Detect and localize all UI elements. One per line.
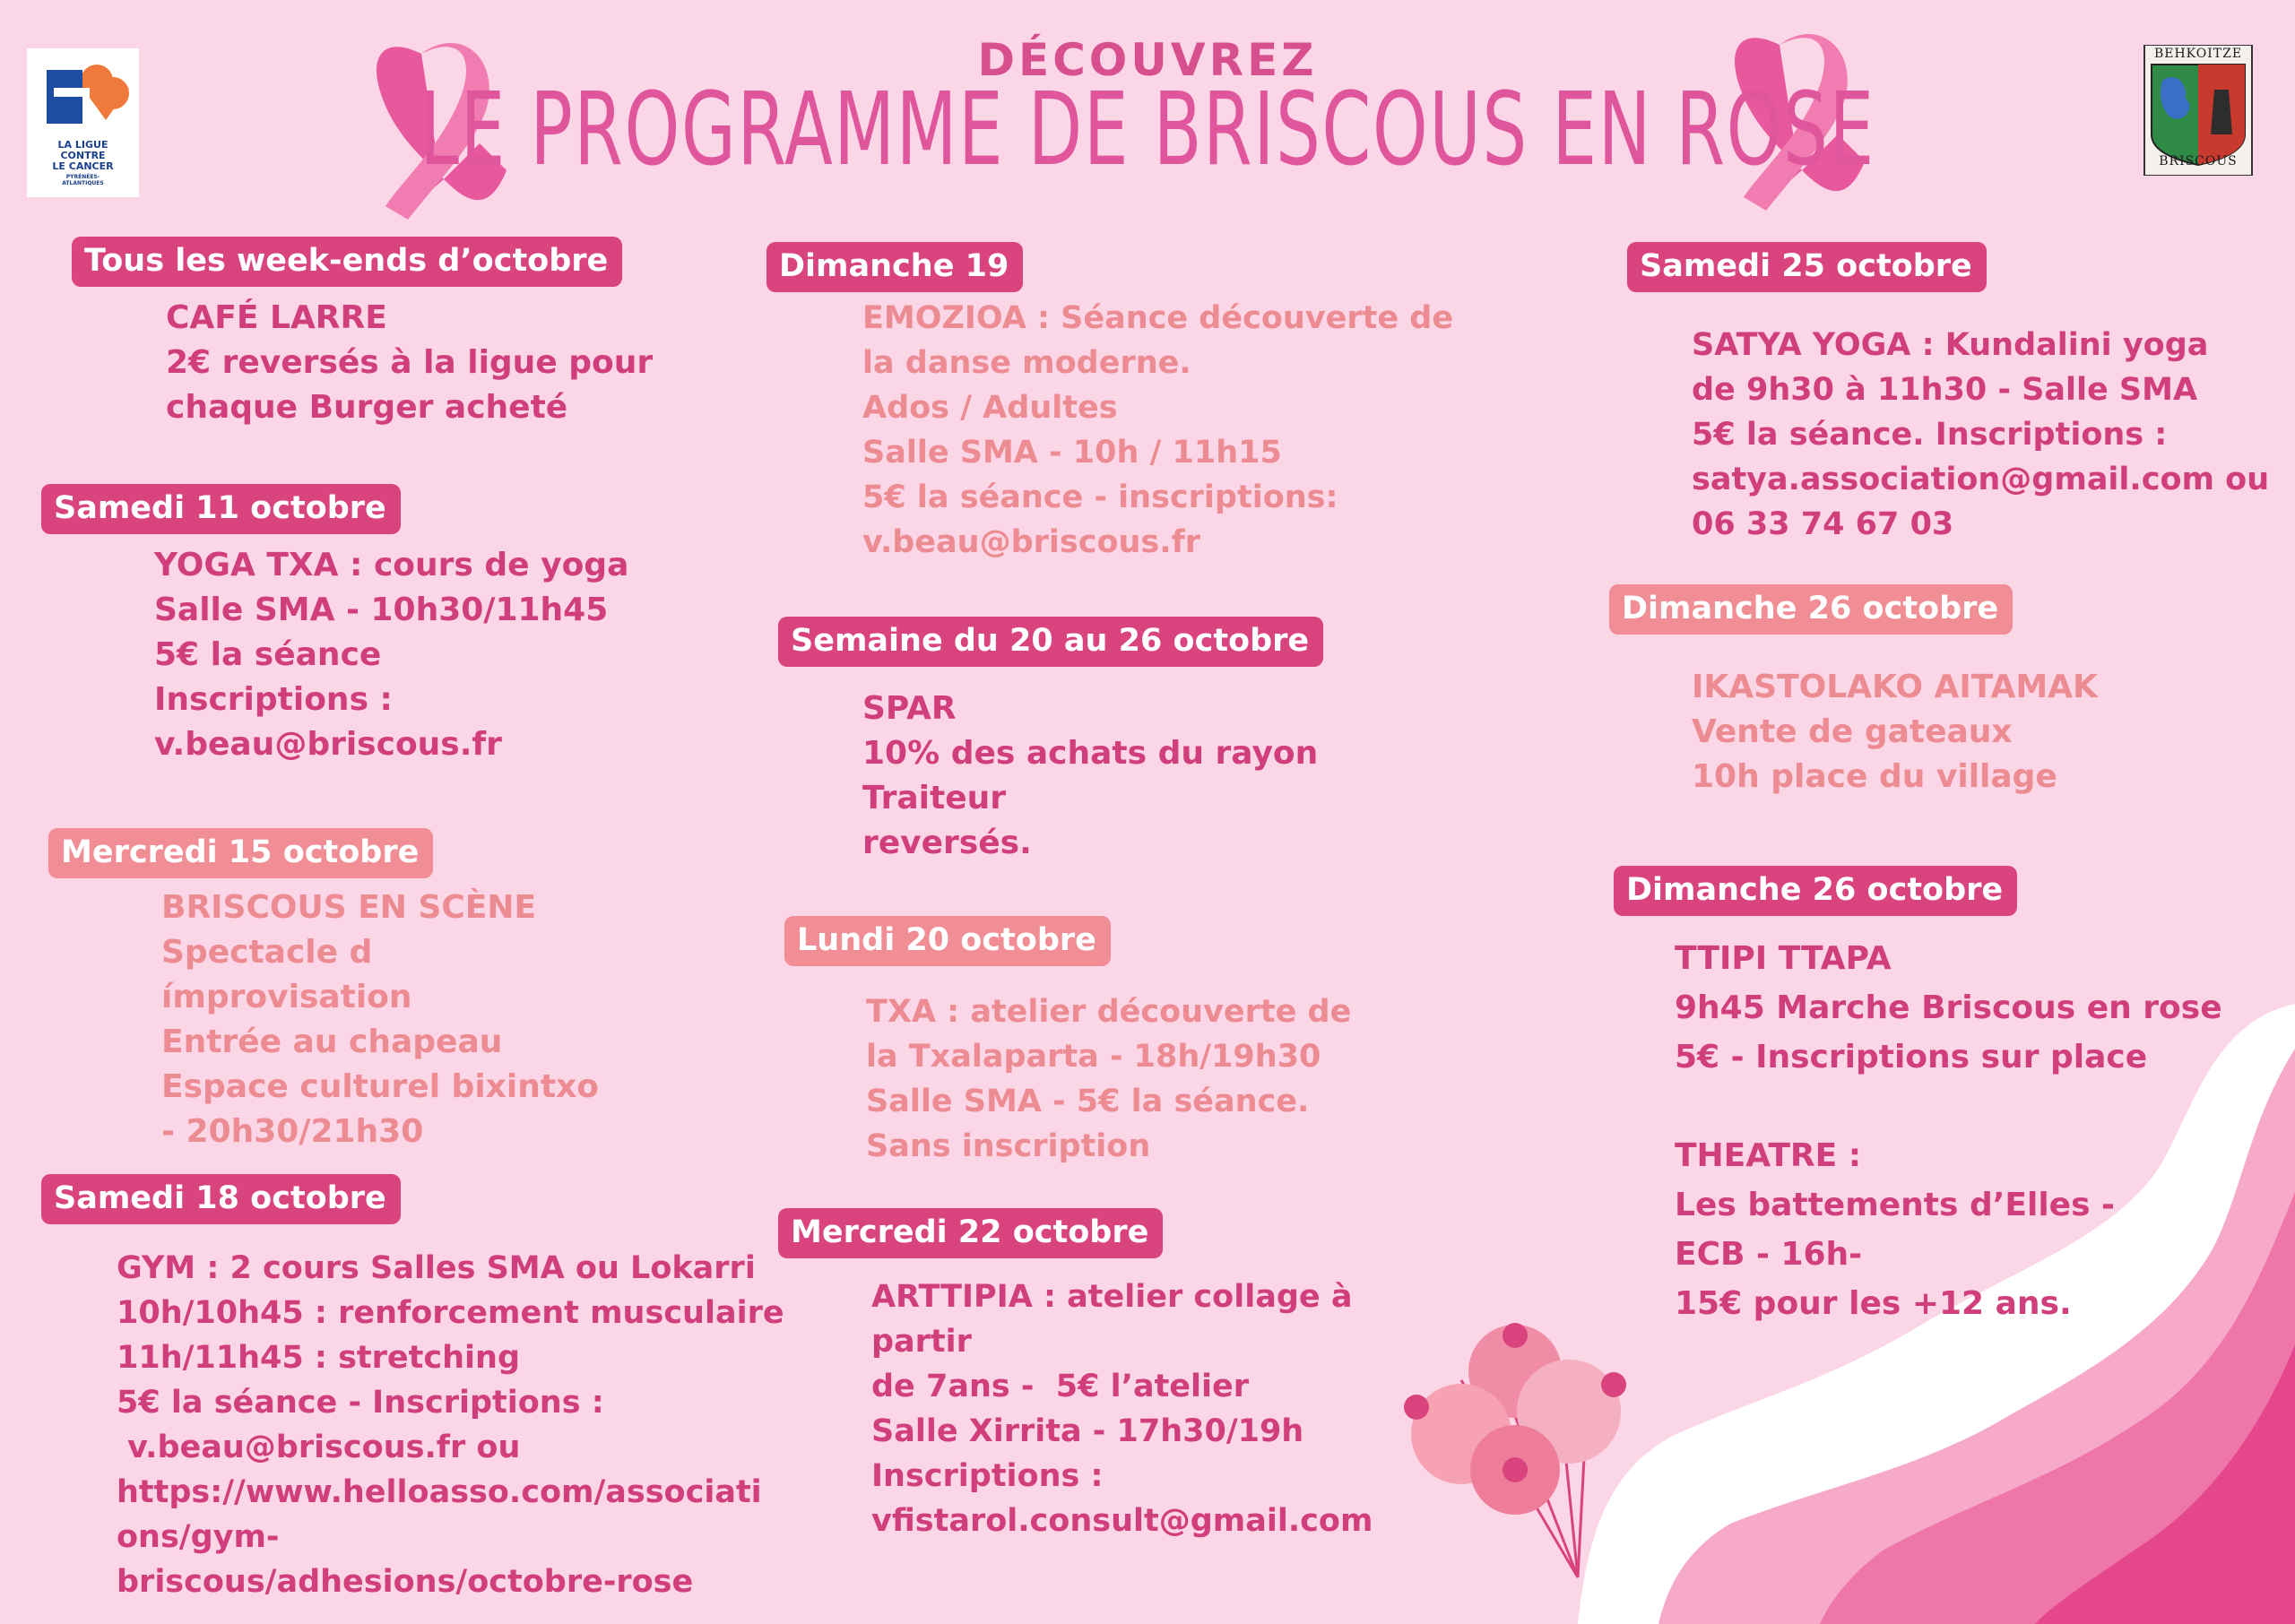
- logo-subtext: PYRÉNÉES- ATLANTIQUES: [62, 174, 104, 186]
- date-badge-samedi-25: Samedi 25 octobre: [1627, 242, 1987, 292]
- date-badge-samedi-11: Samedi 11 octobre: [41, 484, 401, 534]
- crest-top-text: BEHKOITZE: [2153, 47, 2243, 61]
- date-badge-samedi-18: Samedi 18 octobre: [41, 1174, 401, 1224]
- event-gym: GYM : 2 cours Salles SMA ou Lokarri 10h/10h45 : renforcement musculaire 11h/11h45 : stretching 5€ la séance - Inscriptions : v.beau@briscous.fr ou https://www.helloasso.com/associati ons/gym- briscous/adhesions/octobre-rose: [117, 1250, 784, 1600]
- date-badge-lundi-20: Lundi 20 octobre: [784, 916, 1111, 966]
- event-txa-txalaparta: TXA : atelier découverte de la Txalaparta - 18h/19h30 Salle SMA - 5€ la séance. Sans inscription: [866, 994, 1352, 1164]
- event-briscous-en-scene: BRISCOUS EN SCÈNE Spectacle d ímprovisation Entrée au chapeau Espace culturel bixintxo - 20h30/21h30: [161, 889, 600, 1150]
- date-badge-mercredi-22: Mercredi 22 octobre: [778, 1208, 1163, 1258]
- date-badge-dimanche-19: Dimanche 19: [766, 242, 1023, 292]
- event-emozioa: EMOZIOA : Séance découverte de la danse moderne. Ados / Adultes Salle SMA - 10h / 11h15 5€ la séance - inscriptions: v.beau@briscous.fr: [862, 300, 1454, 560]
- event-yoga-txa: YOGA TXA : cours de yoga Salle SMA - 10h30/11h45 5€ la séance Inscriptions : v.beau@briscous.fr: [154, 547, 629, 763]
- date-badge-semaine-20-26: Semaine du 20 au 26 octobre: [778, 617, 1323, 667]
- event-ikastolako-aitamak: IKASTOLAKO AITAMAK Vente de gateaux 10h place du village: [1692, 669, 2098, 795]
- date-badge-dimanche-26-a: Dimanche 26 octobre: [1609, 584, 2013, 635]
- kicker-title: DÉCOUVREZ: [977, 34, 1318, 86]
- event-satya-yoga: SATYA YOGA : Kundalini yoga de 9h30 à 11h30 - Salle SMA 5€ la séance. Inscriptions : satya.association@gmail.com ou 06 33 74 67 03: [1692, 327, 2270, 542]
- event-ttipi-ttapa-theatre: TTIPI TTAPA 9h45 Marche Briscous en rose 5€ - Inscriptions sur place THEATRE : Les battements d’Elles - ECB - 16h- 15€ pour les +12 ans.: [1675, 940, 2222, 1322]
- date-badge-weekends: Tous les week-ends d’octobre: [72, 237, 622, 287]
- balloons-icon: [1404, 1323, 1626, 1577]
- event-cafe-larre: CAFÉ LARRE 2€ reversés à la ligue pour chaque Burger acheté: [166, 299, 654, 426]
- date-badge-mercredi-15: Mercredi 15 octobre: [48, 828, 433, 878]
- event-spar: SPAR 10% des achats du rayon Traiteur reversés.: [862, 690, 1319, 861]
- crest-bottom-text: BRISCOUS: [2159, 154, 2238, 168]
- page-title: LE PROGRAMME DE BRISCOUS EN ROSE: [420, 72, 1875, 188]
- event-arttipia: ARTTIPIA : atelier collage à partir de 7ans - 5€ l’atelier Salle Xirrita - 17h30/19h Inscriptions : vfistarol.consult@gmail.com: [871, 1279, 1373, 1539]
- logo-text: LA LIGUE CONTRE LE CANCER: [52, 139, 114, 172]
- date-badge-dimanche-26-b: Dimanche 26 octobre: [1614, 866, 2017, 916]
